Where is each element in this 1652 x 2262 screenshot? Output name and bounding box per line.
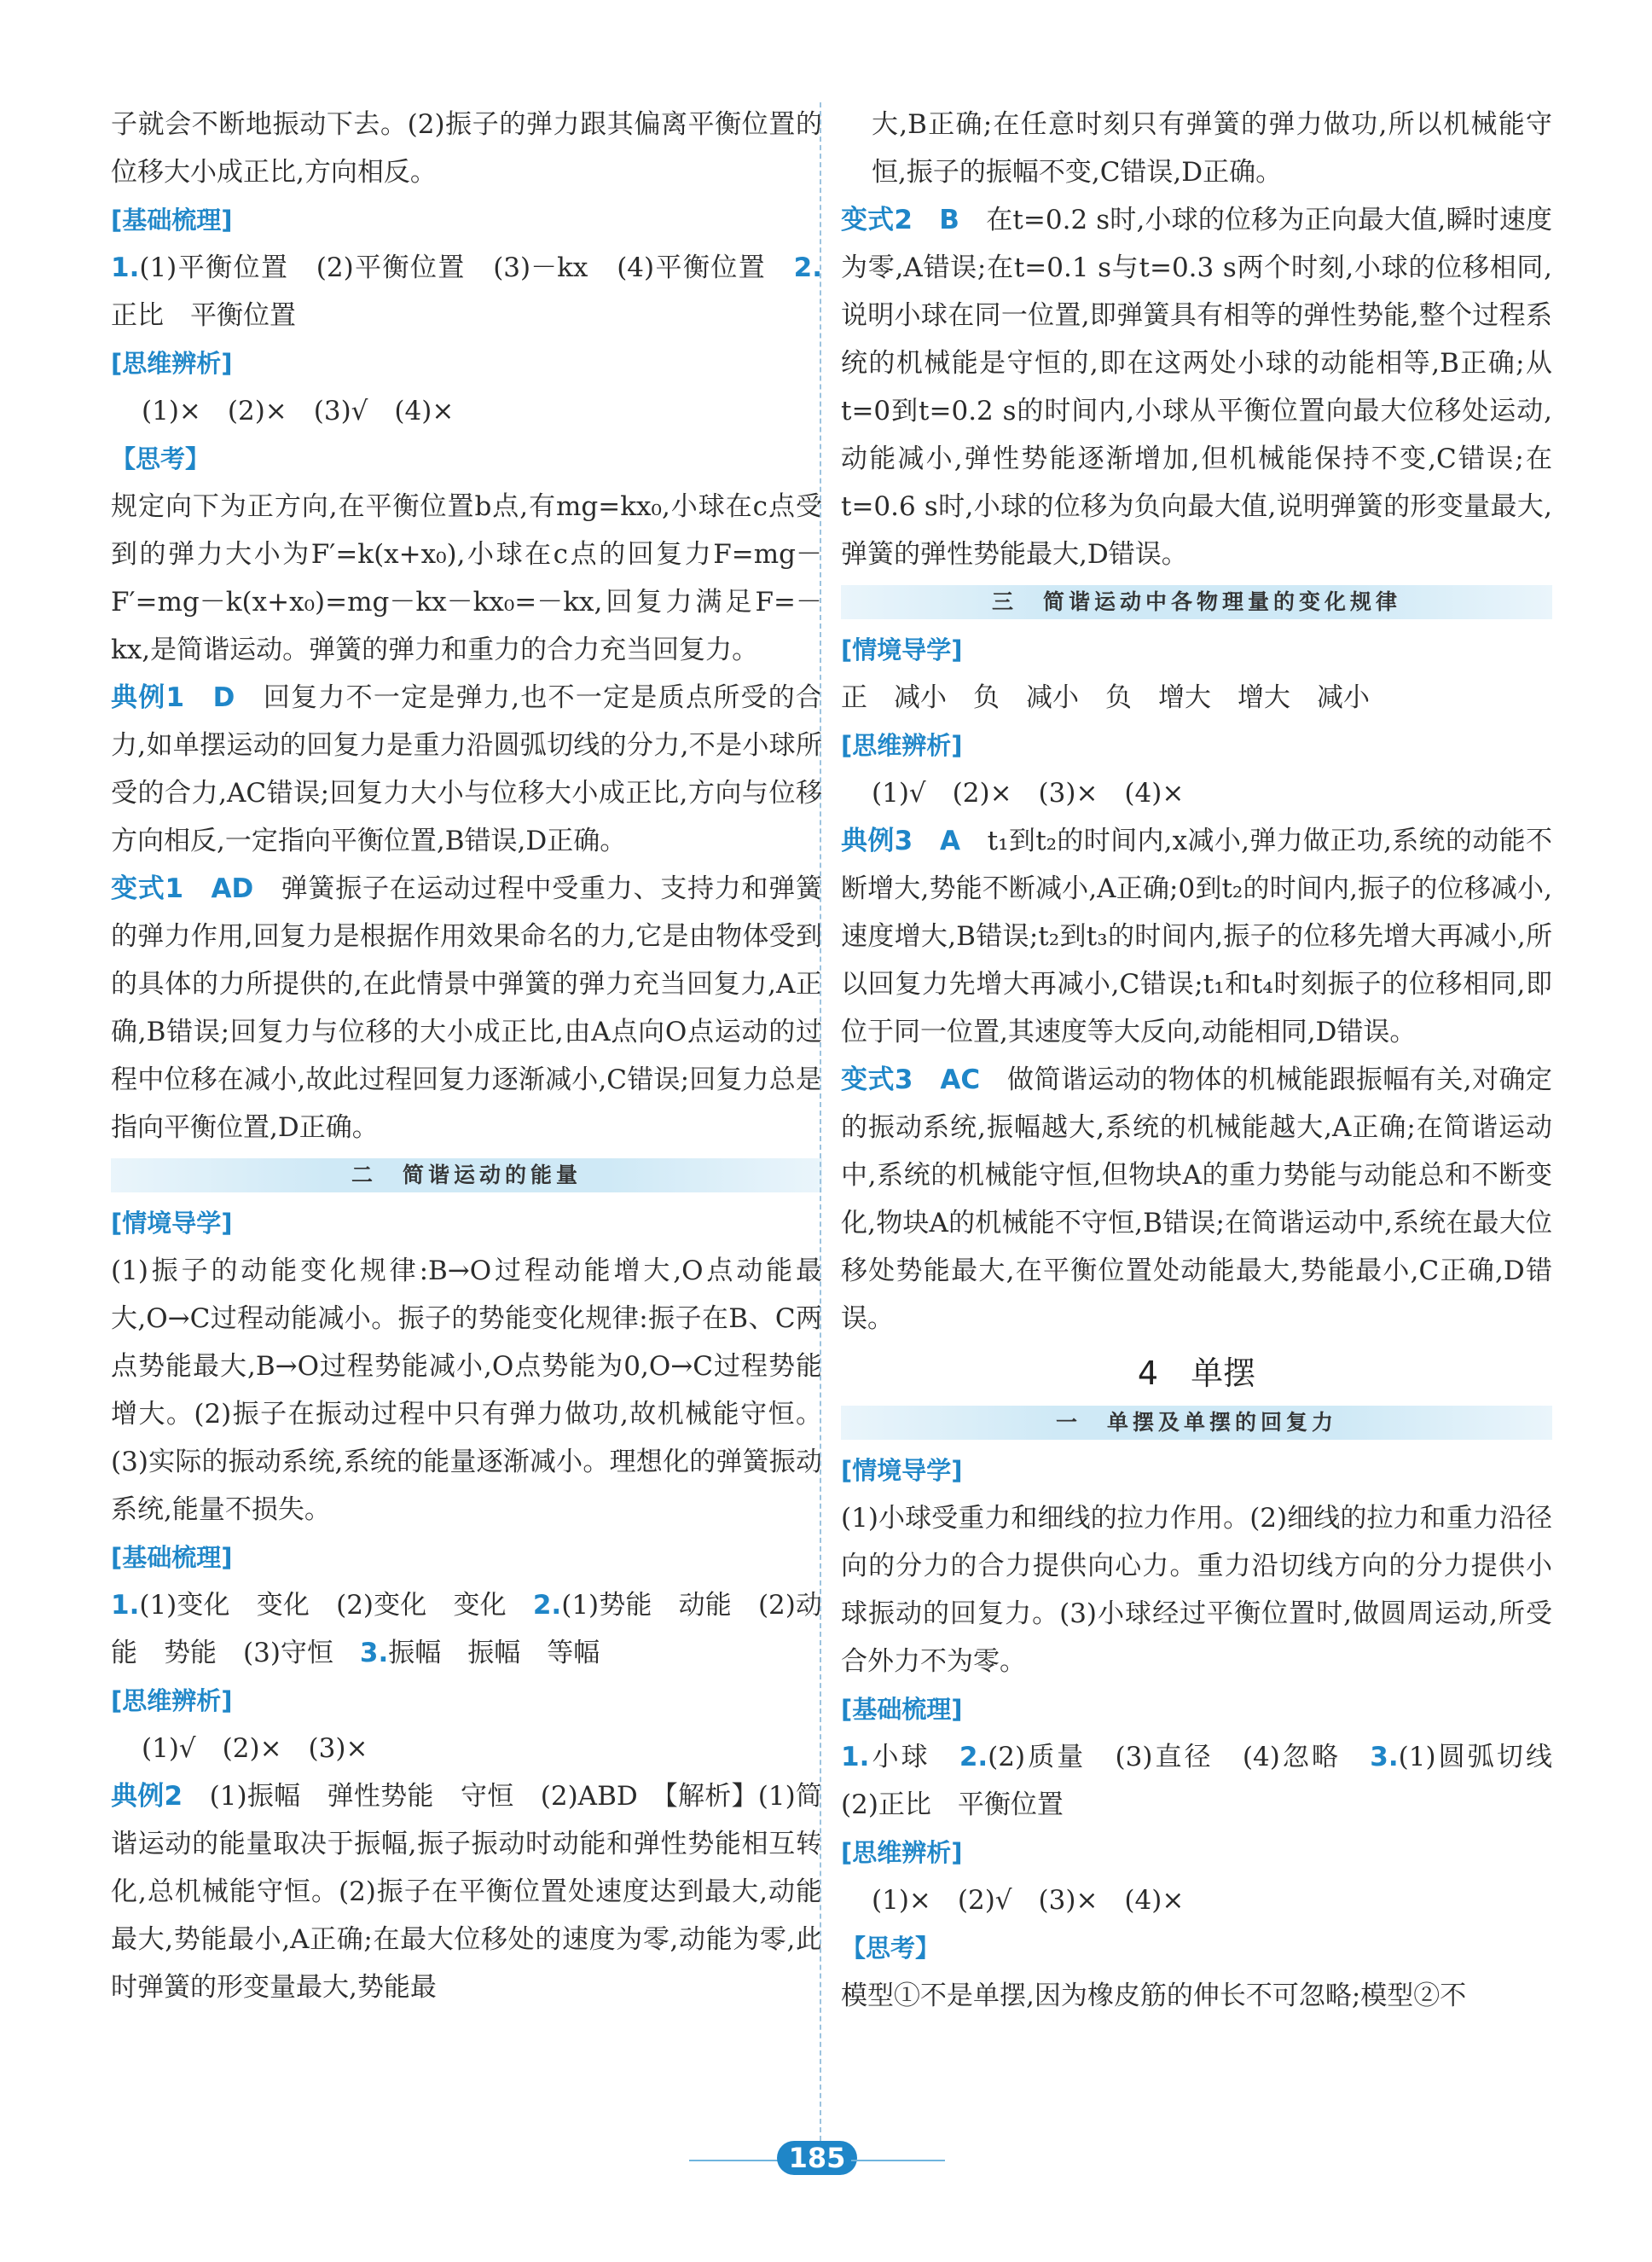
page-number-line-right <box>851 2160 945 2161</box>
paragraph <box>841 1056 1552 1343</box>
paragraph <box>111 387 822 435</box>
paragraph-text: (1)√ (2)× (3)× (4)× <box>872 778 1185 809</box>
item-label: 2. <box>532 1590 562 1621</box>
paragraph <box>841 817 1552 1056</box>
paragraph-text: 振幅 振幅 等幅 <box>388 1638 600 1668</box>
paragraph <box>111 244 822 339</box>
paragraph-text: 做简谐运动的物体的机械能跟振幅有关,对确定的振动系统,振幅越大,系统的机械能越大,A正确;在简谐运动中,系统的机械能守恒,但物块A的重力势能与动能总和不断变化,物块A的机械能不守恒,B错误;在简谐运动中,系统在最大位移处势能最大,在平衡位置处动能最大,势能最小,C正确,D错误。 <box>841 1064 1553 1334</box>
section-heading-band: 一 单摆及单摆的回复力 <box>841 1406 1552 1440</box>
item-label: 2. <box>959 1742 988 1772</box>
section-label: [情境导学] <box>111 1209 233 1238</box>
paragraph-text: 回复力不一定是弹力,也不一定是质点所受的合力,如单摆运动的回复力是重力沿圆弧切线的分力,不是小球所受的合力,AC错误;回复力大小与位移大小成正比,方向与位移方向相反,一定指向平衡位置,B错误,D正确。 <box>111 682 822 856</box>
paragraph <box>841 674 1552 722</box>
paragraph <box>111 1581 822 1677</box>
paragraph-text: (1)× (2)√ (3)× (4)× <box>872 1885 1185 1916</box>
paragraph <box>111 101 822 196</box>
paragraph <box>841 101 1552 196</box>
paragraph-text: 在t=0.2 s时,小球的位移为正向最大值,瞬时速度为零,A错误;在t=0.1 s与t=0.3 s两个时刻,小球的位移相同,说明小球在同一位置,即弹簧具有相等的弹性势能,整个过程系统的机械能是守恒的,即在这两处小球的动能相等,B正确;从t=0到t=0.2 s的时间内,小球从平衡位置向最大位移处运动,动能减小,弹性势能逐渐增加,但机械能保持不变,C错误;在t=0.6 s时,小球的位移为负向最大值,说明弹簧的形变量最大,弹簧的弹性势能最大,D错误。 <box>841 205 1552 570</box>
item-label: 变式3 AC <box>841 1064 981 1095</box>
section-label: [情境导学] <box>841 635 963 664</box>
item-label: 典例1 D <box>111 682 235 713</box>
left-column <box>111 101 822 2011</box>
section-label: [思维辨析] <box>841 1838 963 1867</box>
paragraph-text: (1)势能 动能 (2)动能 势能 (3)守恒 <box>111 1590 822 1668</box>
item-label: 1. <box>111 1590 140 1621</box>
item-label: 1. <box>841 1742 870 1772</box>
column-divider <box>820 102 821 2141</box>
section-label: [思维辨析] <box>841 731 963 760</box>
section-label: [思维辨析] <box>111 349 233 378</box>
section-label: [基础梳理] <box>841 1695 963 1724</box>
item-label: 3. <box>1370 1742 1399 1772</box>
page-number-line-left <box>689 2160 783 2161</box>
paragraph <box>111 1725 822 1772</box>
paragraph <box>841 769 1552 817</box>
section-label: [基础梳理] <box>111 206 233 235</box>
paragraph-text: 弹簧振子在运动过程中受重力、支持力和弹簧的弹力作用,回复力是根据作用效果命名的力,它是由物体受到的具体的力所提供的,在此情景中弹簧的弹力充当回复力,A正确,B错误;回复力与位移的大小成正比,由A点向O点运动的过程中位移在减小,故此过程回复力逐渐减小,C错误;回复力总是指向平衡位置,D正确。 <box>111 873 823 1143</box>
paragraph-text: 模型①不是单摆,因为橡皮筋的伸长不可忽略;模型②不 <box>841 1981 1467 2011</box>
page-number-badge <box>689 2139 945 2178</box>
paragraph <box>111 483 822 674</box>
section-heading-band: 二 简谐运动的能量 <box>111 1158 822 1192</box>
paragraph <box>111 674 822 865</box>
item-label: 变式1 AD <box>111 873 254 904</box>
section-heading-band: 三 简谐运动中各物理量的变化规律 <box>841 585 1552 619</box>
paragraph-text: (1)× (2)× (3)√ (4)× <box>142 396 455 426</box>
paragraph <box>841 196 1552 578</box>
paragraph-text: (1)√ (2)× (3)× <box>142 1733 368 1764</box>
paragraph-text: 大,B正确;在任意时刻只有弹簧的弹力做功,所以机械能守恒,振子的振幅不变,C错误,D正确。 <box>872 109 1552 188</box>
paragraph-text: (1)振子的动能变化规律:B→O过程动能增大,O点动能最大,O→C过程动能减小。振子的势能变化规律:振子在B、C两点势能最大,B→O过程势能减小,O点势能为0,O→C过程势能增大。(2)振子在振动过程中只有弹力做功,故机械能守恒。(3)实际的振动系统,系统的能量逐渐减小。理想化的弹簧振动系统,能量不损失。 <box>111 1256 822 1525</box>
section-label: [情境导学] <box>841 1456 963 1485</box>
lesson-title: 4 单摆 <box>1137 1354 1256 1392</box>
paragraph-text: (1)小球受重力和细线的拉力作用。(2)细线的拉力和重力沿径向的分力的合力提供向心力。重力沿切线方向的分力提供小球振动的回复力。(3)小球经过平衡位置时,做圆周运动,所受合外力不为零。 <box>841 1503 1552 1677</box>
paragraph-text: 正比 平衡位置 <box>111 300 296 331</box>
item-label: 3. <box>359 1638 389 1668</box>
item-label: 1. <box>111 252 140 283</box>
paragraph-text: (1)平衡位置 (2)平衡位置 (3)－kx (4)平衡位置 <box>139 252 794 283</box>
paragraph-text: (1)圆弧切线 (2)正比 平衡位置 <box>841 1742 1579 1820</box>
paragraph <box>111 1247 822 1534</box>
paragraph-text: (1)振幅 弹性势能 守恒 (2)ABD 【解析】(1)简谐运动的能量取决于振幅,振子振动时动能和弹性势能相互转化,总机械能守恒。(2)振子在平衡位置处速度达到最大,动能最大,势能最小,A正确;在最大位移处的速度为零,动能为零,此时弹簧的形变量最大,势能最 <box>111 1781 822 2003</box>
item-label: 2. <box>793 252 822 283</box>
paragraph <box>111 865 822 1151</box>
paragraph-text: 小球 <box>869 1742 959 1772</box>
paragraph-text: (2)质量 (3)直径 (4)忽略 <box>988 1742 1371 1772</box>
section-label: [基础梳理] <box>111 1543 233 1572</box>
section-label: [思维辨析] <box>111 1686 233 1715</box>
section-label: 【思考】 <box>841 1934 941 1963</box>
paragraph <box>841 1733 1579 1829</box>
paragraph <box>841 1972 1552 2020</box>
paragraph-text: 规定向下为正方向,在平衡位置b点,有mg=kx₀,小球在c点受到的弹力大小为F′=k(x+x₀),小球在c点的回复力F=mg－F′=mg－k(x+x₀)=mg－kx－kx₀=－kx,回复力满足F=－kx,是简谐运动。弹簧的弹力和重力的合力充当回复力。 <box>111 491 822 665</box>
page-number: 185 <box>777 2141 857 2175</box>
paragraph <box>111 1772 822 2011</box>
item-label: 典例2 <box>111 1781 183 1812</box>
right-column <box>841 101 1579 2020</box>
paragraph-text: (1)变化 变化 (2)变化 变化 <box>139 1590 533 1621</box>
paragraph-text: 子就会不断地振动下去。(2)振子的弹力跟其偏离平衡位置的位移大小成正比,方向相反。 <box>111 109 822 188</box>
item-label: 典例3 A <box>841 826 960 856</box>
paragraph-text: 正 减小 负 减小 负 增大 增大 减小 <box>841 682 1370 713</box>
paragraph <box>841 1494 1552 1685</box>
paragraph-text: t₁到t₂的时间内,x减小,弹力做正功,系统的动能不断增大,势能不断减小,A正确;0到t₂的时间内,振子的位移减小,速度增大,B错误;t₂到t₃的时间内,振子的位移先增大再减小,所以回复力先增大再减小,C错误;t₁和t₄时刻振子的位移相同,即位于同一位置,其速度等大反向,动能相同,D错误。 <box>841 826 1552 1047</box>
paragraph <box>841 1876 1552 1924</box>
section-label: 【思考】 <box>111 444 211 473</box>
item-label: 变式2 B <box>841 205 959 235</box>
